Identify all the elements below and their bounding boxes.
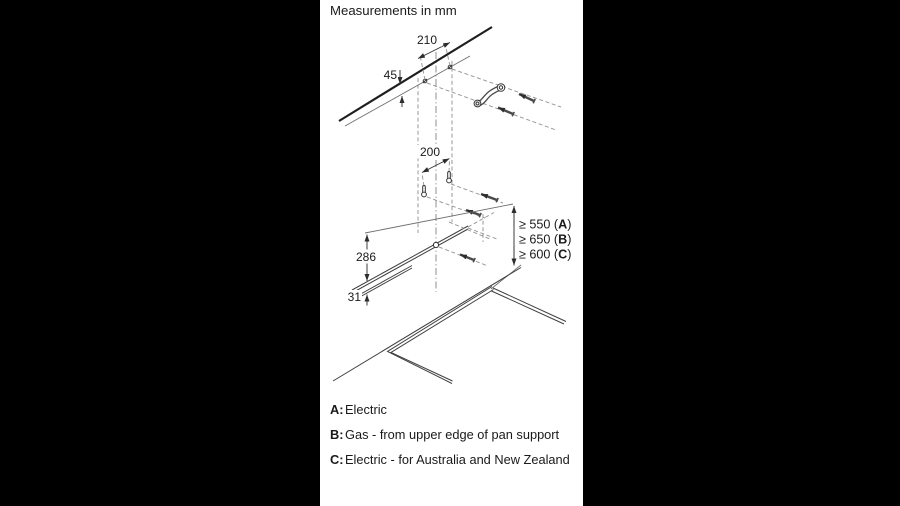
clearance-electric: ≥ 550 (A): [519, 217, 572, 232]
legend-row-a: A:Electric: [330, 402, 387, 417]
clearance-anz: ≥ 600 (C): [519, 247, 572, 262]
dim-200-label: 200: [419, 145, 441, 159]
clearance-gas: ≥ 650 (B): [519, 232, 572, 247]
legend-row-c: C:Electric - for Australia and New Zealand: [330, 452, 570, 467]
clearance-labels: [519, 218, 571, 262]
dim-286-label: 286: [355, 250, 377, 264]
legend-row-b: B:Gas - from upper edge of pan support: [330, 427, 560, 442]
keyhole-left: [422, 186, 427, 197]
dim-45-label: 45: [383, 68, 397, 82]
keyhole-right: [447, 172, 452, 183]
dim-31-label: 31: [347, 290, 361, 304]
page-title: Measurements in mm: [330, 3, 457, 18]
dim-210-label: 210: [416, 33, 438, 47]
